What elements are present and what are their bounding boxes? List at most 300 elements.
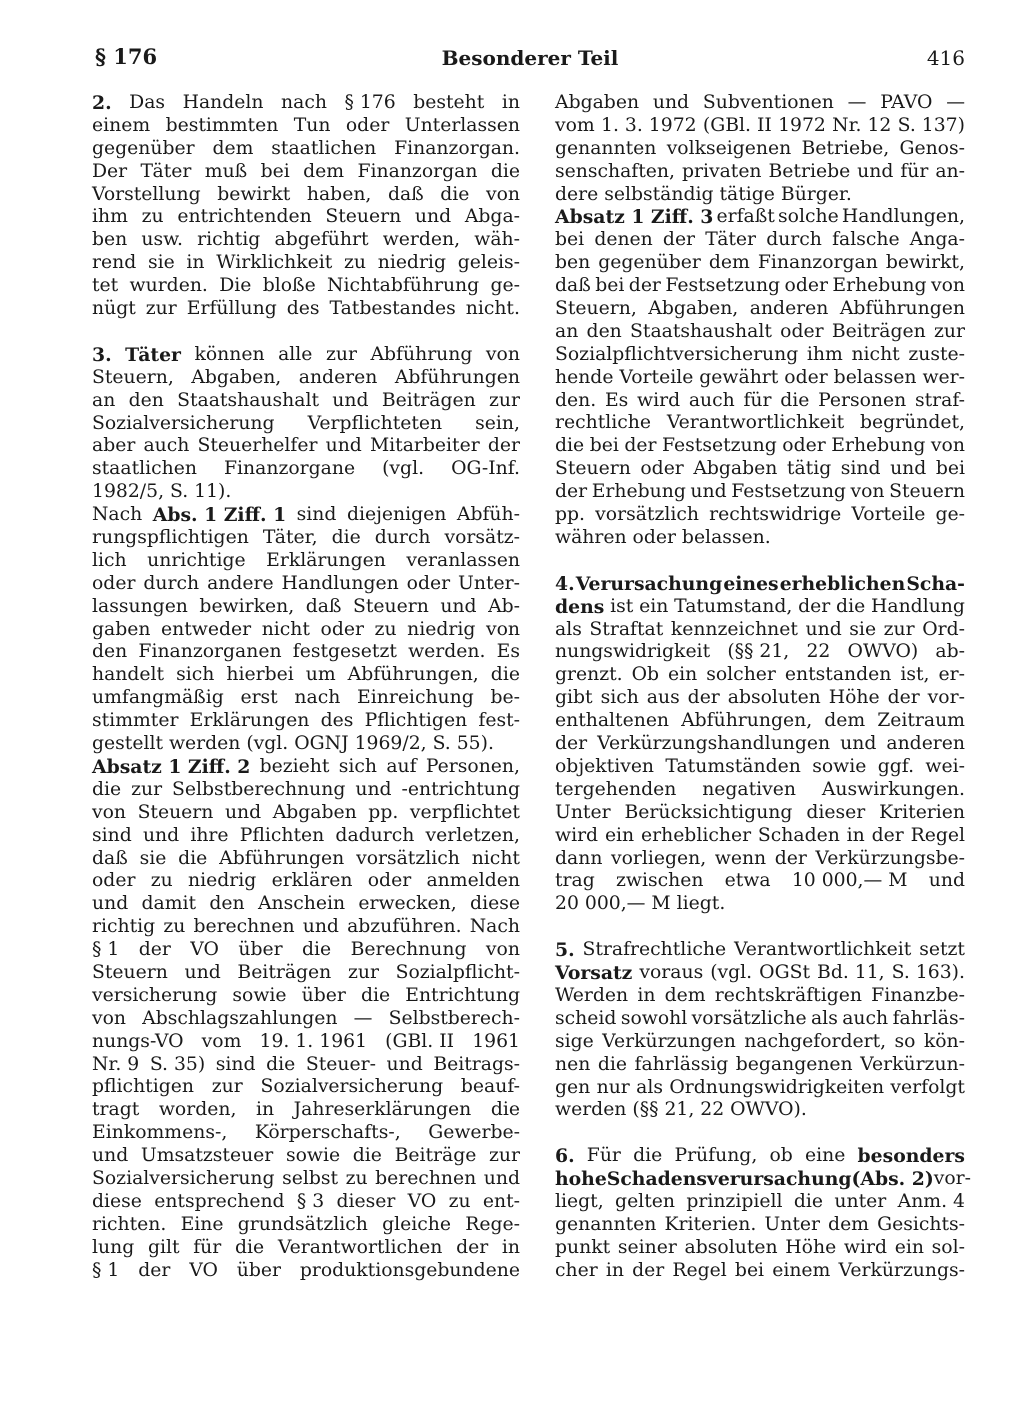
- word: die: [836, 595, 866, 617]
- word: an: [555, 320, 579, 342]
- text-line: [555, 298, 965, 321]
- word: werden.: [408, 641, 486, 663]
- word: abgeführt: [274, 229, 369, 251]
- word: dem: [664, 984, 706, 1006]
- word: Abgaben,: [648, 298, 739, 320]
- word: Straftat: [589, 618, 664, 640]
- word: die: [555, 435, 585, 457]
- word: rend: [92, 252, 137, 274]
- word: seiner: [617, 1236, 677, 1258]
- bold-term: Schadensverursachung: [606, 1168, 852, 1191]
- word: Finanzorganen: [138, 641, 282, 663]
- word: nicht.: [465, 298, 520, 320]
- word: straf-: [914, 389, 965, 411]
- word: Nichtabführung: [327, 275, 480, 297]
- word: geleis-: [457, 252, 520, 274]
- word: einem: [92, 114, 151, 136]
- word: Beiträgen: [831, 320, 926, 342]
- word: Berechnung: [350, 939, 467, 961]
- word: veranlassen: [406, 549, 520, 571]
- word: Prüfung,: [674, 1145, 758, 1167]
- word: Einreichung: [357, 687, 474, 709]
- text-line: [92, 619, 520, 642]
- word: oder: [92, 572, 136, 594]
- word: auch: [143, 435, 190, 457]
- word: —: [946, 92, 965, 113]
- word: durch: [374, 527, 431, 549]
- word: der: [628, 275, 661, 297]
- word: § 3: [296, 1190, 325, 1212]
- word: vorliegen,: [610, 847, 707, 869]
- word: Erhebung: [831, 435, 926, 457]
- word: diese: [92, 1190, 142, 1212]
- word: Nach: [92, 504, 143, 526]
- word: Abgaben: [693, 458, 778, 480]
- word: sind: [215, 1053, 256, 1075]
- text-line: [555, 1168, 971, 1191]
- word: Steuern,: [555, 298, 637, 320]
- word: lich: [92, 549, 127, 571]
- word: Abgaben: [555, 92, 640, 113]
- word: gewährt: [699, 366, 779, 388]
- text-line: [92, 1054, 520, 1077]
- word: Selbstberech-: [388, 1007, 520, 1029]
- word: dem: [303, 160, 345, 182]
- bold-term: Täter: [125, 343, 181, 366]
- word: 1. 3. 1972: [601, 114, 697, 136]
- word: Zeitraum: [877, 710, 965, 732]
- word: zur: [347, 961, 379, 983]
- word: absoluten: [684, 1236, 778, 1258]
- word: absoluten: [727, 687, 821, 709]
- word: vom: [555, 114, 595, 136]
- word: oder: [784, 275, 828, 297]
- word: aber: [92, 435, 136, 457]
- word: tergehenden: [555, 778, 677, 800]
- word: ein: [639, 595, 669, 617]
- word: und: [928, 870, 965, 892]
- word: Pflichten: [239, 824, 325, 846]
- word: von: [930, 435, 965, 457]
- word: Verkürzungen: [602, 1030, 736, 1052]
- text-line: [92, 1260, 520, 1283]
- word: 10 000,— M: [791, 870, 908, 892]
- word: kön-: [923, 1030, 965, 1052]
- word: bestimmten: [165, 114, 279, 136]
- word: bezieht: [259, 755, 330, 777]
- paragraph-gap: [555, 916, 965, 939]
- word: aus: [646, 687, 680, 709]
- word: ben: [555, 252, 591, 274]
- word: über: [301, 984, 346, 1006]
- word: versicherung: [92, 984, 218, 1006]
- word: von: [485, 618, 520, 640]
- word: die: [490, 1099, 520, 1121]
- word: zwischen: [615, 870, 704, 892]
- word: über: [236, 1259, 281, 1281]
- word: vorsätz-: [444, 527, 520, 549]
- word: prinzipiell: [686, 1191, 783, 1213]
- word: nungswidrigkeit: [555, 641, 711, 663]
- word: VO: [407, 1190, 437, 1212]
- text-fragment: dere selbständig tätige Bürger.: [555, 183, 852, 205]
- word: Abführungen,: [681, 710, 813, 732]
- word: Anm. 4: [897, 1191, 965, 1213]
- text-line: [555, 1054, 965, 1077]
- text-line: [555, 504, 965, 527]
- word: von: [485, 343, 520, 365]
- text-line: [555, 344, 965, 367]
- word: Festsetzung: [731, 481, 846, 503]
- text-line: [555, 321, 965, 344]
- word: Regel: [672, 1259, 727, 1281]
- word: tätig: [786, 458, 832, 480]
- word: gaben: [92, 618, 151, 640]
- word: zur: [145, 298, 177, 320]
- text-fragment: gestellt werden (vgl. OGNJ 1969/2, S. 55).: [92, 733, 494, 755]
- word: zur: [489, 1145, 520, 1167]
- word: der: [555, 733, 588, 755]
- word: Die: [219, 275, 252, 297]
- word: die: [352, 1145, 382, 1167]
- text-line: [555, 664, 965, 687]
- word: Verkürzun-: [860, 1053, 965, 1075]
- word: 1972: [778, 114, 826, 136]
- word: gelten: [615, 1191, 675, 1213]
- word: Täter: [705, 229, 757, 251]
- word: ge-: [490, 275, 520, 297]
- word: Abfüh-: [456, 504, 520, 526]
- word: eine: [805, 1145, 846, 1167]
- text-line: [92, 870, 520, 893]
- word: zur: [211, 1076, 243, 1098]
- word: gegenüber: [598, 252, 701, 274]
- text-line: [555, 619, 965, 642]
- word: Abführungen: [219, 847, 345, 869]
- word: so: [894, 1030, 916, 1052]
- text-line: [92, 115, 520, 138]
- text-line: [555, 1260, 965, 1283]
- word: zur: [131, 778, 163, 800]
- word: hende: [555, 366, 614, 388]
- word: oder: [780, 320, 824, 342]
- word: abzuführen.: [347, 916, 462, 938]
- word: ge-: [935, 504, 965, 526]
- text-line: [555, 138, 965, 161]
- word: sich: [176, 664, 215, 686]
- word: Abführungen: [839, 298, 965, 320]
- word: zur: [325, 343, 357, 365]
- word: falsche: [832, 229, 900, 251]
- word: Es: [604, 389, 629, 411]
- word: vorsätzlich: [595, 504, 699, 526]
- text-line: [92, 344, 520, 367]
- word: erheblicher: [641, 824, 752, 846]
- word: ben: [92, 229, 128, 251]
- word: Subventionen: [702, 92, 834, 113]
- word: kennzeichnet: [670, 618, 798, 640]
- word: die: [490, 160, 520, 182]
- word: fahrläs-: [892, 1007, 965, 1029]
- word: scheid: [555, 1007, 617, 1029]
- word: Sozialversicherung: [260, 1076, 444, 1098]
- word: ob: [769, 1145, 793, 1167]
- word: vorsätzlich: [356, 847, 460, 869]
- word: bei: [935, 458, 965, 480]
- text-line: [92, 939, 520, 962]
- word: Betriebe: [768, 160, 851, 182]
- word: volkseigenen: [666, 137, 792, 159]
- text-line: [92, 298, 520, 321]
- word: niedrig: [407, 618, 476, 640]
- text-line: [92, 1099, 520, 1122]
- word: privaten: [681, 160, 762, 182]
- word: die: [331, 527, 361, 549]
- bold-term: Vorsatz: [555, 962, 633, 985]
- word: erfaßt: [716, 206, 775, 228]
- word: Abführungen: [394, 366, 520, 388]
- word: wird: [555, 824, 599, 846]
- word: gibt: [555, 687, 593, 709]
- word: sein,: [475, 412, 520, 434]
- text-line: [555, 870, 965, 893]
- word: Höhe: [785, 1236, 837, 1258]
- word: ein: [668, 664, 698, 686]
- word: Tatbestandes: [329, 298, 456, 320]
- word: produktionsgebundene: [299, 1259, 520, 1281]
- text-line: [555, 893, 965, 916]
- word: der: [662, 229, 696, 251]
- word: richten.: [92, 1213, 167, 1235]
- text-line: [555, 275, 965, 298]
- text-line: [92, 1168, 520, 1191]
- text-line: [555, 939, 965, 962]
- word: und: [652, 92, 690, 113]
- word: in: [255, 1099, 275, 1121]
- word: rechtskräftigen: [714, 984, 862, 1006]
- word: und: [92, 1145, 129, 1167]
- section-number: § 176: [95, 44, 158, 69]
- word: andere: [207, 572, 274, 594]
- word: § 176: [344, 92, 396, 113]
- word: Abgaben: [272, 801, 357, 823]
- word: können: [194, 343, 265, 365]
- word: Vorteile: [851, 504, 926, 526]
- word: staatlichen: [92, 458, 197, 480]
- word: auch: [842, 1007, 889, 1029]
- word: um: [305, 664, 336, 686]
- text-line: [555, 596, 965, 619]
- word: haben,: [306, 183, 372, 205]
- word: von: [92, 801, 127, 823]
- word: die: [178, 847, 208, 869]
- word: und: [224, 801, 262, 823]
- text-line: [555, 848, 965, 871]
- text-line: [555, 1099, 965, 1122]
- word: die: [440, 183, 470, 205]
- word: zu: [150, 870, 173, 892]
- word: Verkürzungsbe-: [815, 847, 965, 869]
- word: Täter: [140, 160, 192, 182]
- bold-term: Absatz 1 Ziff. 2: [92, 755, 251, 778]
- word: Kriterien.: [664, 1213, 757, 1235]
- word: PAVO: [880, 92, 933, 113]
- word: bewirkt: [217, 183, 291, 205]
- word: für: [900, 160, 929, 182]
- word: sind: [92, 824, 132, 846]
- word: festgesetzt: [292, 641, 397, 663]
- text-line: [555, 92, 965, 115]
- word: die: [490, 664, 520, 686]
- word: bewirkt,: [885, 252, 965, 274]
- word: dem: [828, 1213, 869, 1235]
- word: Bd. 11,: [817, 962, 885, 984]
- word: Unter: [555, 801, 611, 823]
- text-line: [92, 985, 520, 1008]
- word: (§§ 21,: [727, 641, 790, 663]
- word: § 1: [92, 939, 120, 961]
- word: zur: [933, 320, 965, 342]
- word: 22: [806, 641, 831, 663]
- word: ent-: [482, 1190, 520, 1212]
- word: alle: [278, 343, 313, 365]
- word: Finanzorgan.: [394, 137, 520, 159]
- word: die: [92, 778, 122, 800]
- word: sige: [555, 1030, 594, 1052]
- word: zu: [344, 252, 366, 274]
- text-line: [555, 1077, 965, 1100]
- word: bloße: [262, 275, 316, 297]
- word: niedrig: [188, 870, 257, 892]
- bold-term: 3.: [92, 343, 112, 366]
- text-line: [92, 1214, 520, 1237]
- word: sich: [600, 687, 639, 709]
- word: wurden.: [129, 275, 208, 297]
- word: sol-: [931, 1236, 965, 1258]
- word: als: [810, 1007, 838, 1029]
- word: lung: [92, 1236, 135, 1258]
- word: und: [890, 458, 927, 480]
- word: zu: [141, 206, 164, 228]
- word: Finanzorgan: [357, 160, 478, 182]
- word: daß: [387, 183, 424, 205]
- word: Ab-: [488, 595, 520, 617]
- word: bei: [734, 1259, 765, 1281]
- word: Beiträgen: [237, 961, 332, 983]
- word: 19. 1. 1961: [259, 1030, 368, 1052]
- word: objektiven: [555, 755, 655, 777]
- text-line: [555, 390, 965, 413]
- word: entweder: [161, 618, 252, 640]
- word: von: [485, 939, 520, 961]
- paragraph-gap: [92, 321, 520, 344]
- word: bei: [555, 229, 585, 251]
- word: entsprechend: [154, 1190, 285, 1212]
- word: liegt,: [555, 1191, 604, 1213]
- word: ihm: [806, 343, 843, 365]
- word: auf: [386, 755, 417, 777]
- text-line: [92, 1145, 520, 1168]
- word: ein: [604, 824, 635, 846]
- bold-term: Scha-: [906, 572, 965, 595]
- text-line: [92, 848, 520, 871]
- word: anderen: [886, 733, 965, 755]
- word: rechtswidrige: [709, 504, 842, 526]
- word: die: [780, 389, 810, 411]
- text-line: [92, 962, 520, 985]
- word: Umsatzsteuer: [140, 1145, 274, 1167]
- word: zur: [489, 389, 520, 411]
- word: ist: [610, 595, 634, 617]
- text-line: [92, 252, 520, 275]
- word: als: [555, 618, 582, 640]
- word: Steuern: [889, 481, 965, 503]
- word: anmelden: [426, 870, 520, 892]
- word: wenn: [714, 847, 767, 869]
- text-line: [92, 1191, 520, 1214]
- text-line: [92, 687, 520, 710]
- word: in: [846, 824, 865, 846]
- word: anderen: [298, 366, 378, 388]
- text-fragment: 1982/5, S. 11).: [92, 481, 232, 503]
- word: Einkommens-,: [92, 1122, 228, 1144]
- word: Handlung: [871, 595, 965, 617]
- word: vor-: [933, 1168, 971, 1190]
- word: Werden: [555, 984, 629, 1006]
- word: diese: [470, 893, 520, 915]
- text-line: [92, 161, 520, 184]
- word: des: [286, 298, 320, 320]
- word: wäh-: [474, 229, 520, 251]
- word: OWVO): [847, 641, 919, 663]
- word: Vorstellung: [92, 183, 201, 205]
- word: und: [414, 206, 452, 228]
- word: der: [687, 687, 720, 709]
- word: berechnen: [375, 1167, 477, 1189]
- word: und: [483, 1167, 520, 1189]
- word: ein: [894, 1236, 924, 1258]
- word: hierbei: [226, 664, 294, 686]
- text-line: [555, 1214, 965, 1237]
- word: verfolgt: [890, 1076, 965, 1098]
- word: für: [193, 1236, 222, 1258]
- word: usw.: [141, 229, 183, 251]
- word: tragt: [92, 1099, 140, 1121]
- word: durch: [143, 572, 200, 594]
- word: die: [234, 1236, 265, 1258]
- word: sowie: [285, 1145, 341, 1167]
- word: Entrichtung: [405, 984, 520, 1006]
- word: Verkürzungshandlungen: [597, 733, 831, 755]
- word: dadurch: [335, 824, 415, 846]
- word: sich: [338, 755, 378, 777]
- text-line: [555, 573, 965, 596]
- word: Unter-: [458, 572, 520, 594]
- word: VO: [189, 1259, 218, 1281]
- word: solcher: [706, 664, 776, 686]
- word: vor-: [927, 687, 965, 709]
- word: 1961: [472, 1030, 520, 1052]
- text-line: [92, 641, 520, 664]
- text-line: [555, 458, 965, 481]
- word: entrichtenden: [177, 206, 312, 228]
- word: VO: [190, 939, 219, 961]
- word: Rege-: [465, 1213, 520, 1235]
- word: nicht: [851, 343, 900, 365]
- bold-term: 5.: [555, 939, 575, 962]
- word: Erklärungen: [266, 549, 386, 571]
- word: Verkürzungs-: [838, 1259, 965, 1281]
